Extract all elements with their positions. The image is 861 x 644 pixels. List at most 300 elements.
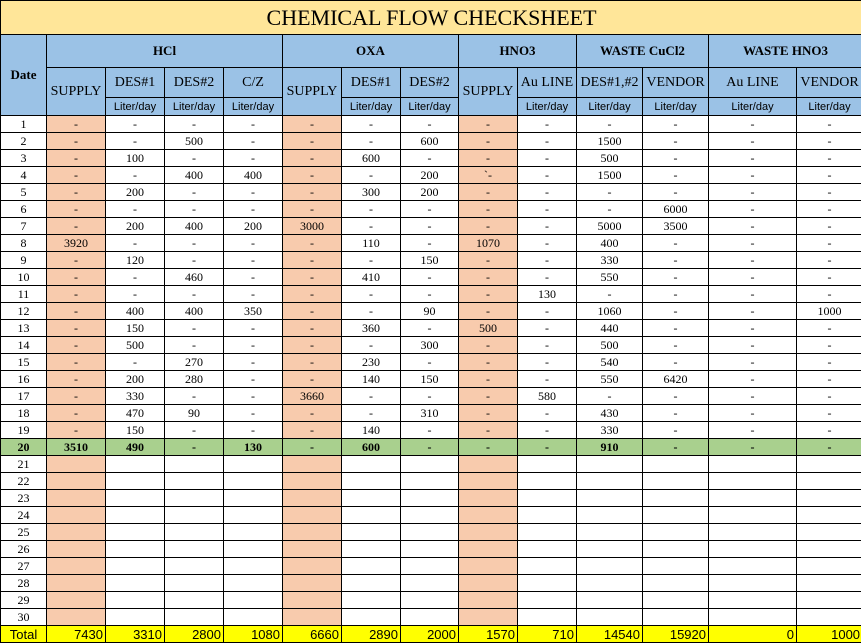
value-cell: - xyxy=(709,167,797,184)
value-cell: - xyxy=(47,286,106,303)
value-cell xyxy=(401,541,459,558)
value-cell: - xyxy=(797,286,861,303)
value-cell: 200 xyxy=(224,218,283,235)
value-cell: 500 xyxy=(459,320,518,337)
value-cell: - xyxy=(797,150,861,167)
value-cell: - xyxy=(47,167,106,184)
value-cell xyxy=(283,456,342,473)
value-cell: 130 xyxy=(518,286,577,303)
value-cell: - xyxy=(518,167,577,184)
value-cell: 3000 xyxy=(283,218,342,235)
value-cell xyxy=(283,592,342,609)
unit-label: Liter/day xyxy=(577,98,643,116)
value-cell: - xyxy=(283,371,342,388)
value-cell xyxy=(165,592,224,609)
value-cell: - xyxy=(459,388,518,405)
group-header: HNO3 xyxy=(459,35,577,68)
value-cell xyxy=(106,541,165,558)
value-cell xyxy=(577,524,643,541)
table-row xyxy=(1,337,861,354)
unit-label: Liter/day xyxy=(165,98,224,116)
value-cell xyxy=(709,541,797,558)
value-cell: - xyxy=(518,235,577,252)
value-cell: 130 xyxy=(224,439,283,456)
date-cell: 13 xyxy=(1,320,47,337)
value-cell: - xyxy=(709,371,797,388)
value-cell xyxy=(709,507,797,524)
value-cell: - xyxy=(342,405,401,422)
value-cell: - xyxy=(709,439,797,456)
value-cell: - xyxy=(797,422,861,439)
value-cell xyxy=(518,524,577,541)
value-cell: 430 xyxy=(577,405,643,422)
value-cell: - xyxy=(224,320,283,337)
value-cell: - xyxy=(283,439,342,456)
total-cell: 6660 xyxy=(283,626,342,643)
value-cell xyxy=(224,592,283,609)
value-cell xyxy=(106,592,165,609)
date-cell: 4 xyxy=(1,167,47,184)
value-cell: 270 xyxy=(165,354,224,371)
value-cell xyxy=(797,490,861,507)
value-cell: - xyxy=(224,286,283,303)
value-cell: - xyxy=(459,201,518,218)
value-cell: - xyxy=(643,422,709,439)
value-cell: - xyxy=(518,269,577,286)
value-cell: 910 xyxy=(577,439,643,456)
value-cell xyxy=(342,541,401,558)
unit-label: Liter/day xyxy=(401,98,459,116)
column-header: DES#2 xyxy=(165,68,224,98)
date-cell: 30 xyxy=(1,609,47,626)
value-cell: - xyxy=(643,303,709,320)
value-cell xyxy=(283,575,342,592)
value-cell: 410 xyxy=(342,269,401,286)
value-cell: - xyxy=(165,252,224,269)
value-cell: - xyxy=(283,201,342,218)
table-row xyxy=(1,218,861,235)
value-cell: 100 xyxy=(106,150,165,167)
value-cell: - xyxy=(709,252,797,269)
value-cell: - xyxy=(797,167,861,184)
date-cell: 26 xyxy=(1,541,47,558)
table-row xyxy=(1,286,861,303)
value-cell: - xyxy=(797,388,861,405)
date-cell: 17 xyxy=(1,388,47,405)
value-cell: 200 xyxy=(401,167,459,184)
value-cell: - xyxy=(401,269,459,286)
value-cell: - xyxy=(165,388,224,405)
date-cell: 29 xyxy=(1,592,47,609)
table-row xyxy=(1,490,861,507)
value-cell: - xyxy=(224,116,283,133)
unit-label: Liter/day xyxy=(709,98,797,116)
value-cell: - xyxy=(224,422,283,439)
value-cell: - xyxy=(165,337,224,354)
value-cell: - xyxy=(106,167,165,184)
value-cell: - xyxy=(459,371,518,388)
value-cell xyxy=(224,456,283,473)
value-cell: - xyxy=(518,303,577,320)
value-cell xyxy=(47,592,106,609)
date-cell: 3 xyxy=(1,150,47,167)
table-row xyxy=(1,320,861,337)
value-cell: 280 xyxy=(165,371,224,388)
column-header-supply: SUPPLY xyxy=(459,68,518,116)
value-cell xyxy=(577,541,643,558)
column-header: Au LINE xyxy=(709,68,797,98)
date-cell: 11 xyxy=(1,286,47,303)
value-cell: 3500 xyxy=(643,218,709,235)
value-cell: - xyxy=(643,388,709,405)
value-cell: 400 xyxy=(577,235,643,252)
sheet-title: CHEMICAL FLOW CHECKSHEET xyxy=(1,1,861,35)
value-cell xyxy=(165,558,224,575)
date-cell: 5 xyxy=(1,184,47,201)
value-cell: - xyxy=(709,201,797,218)
value-cell xyxy=(165,490,224,507)
table-row xyxy=(1,201,861,218)
value-cell xyxy=(106,456,165,473)
value-cell xyxy=(459,507,518,524)
value-cell: - xyxy=(518,252,577,269)
value-cell: - xyxy=(283,269,342,286)
value-cell: - xyxy=(709,303,797,320)
value-cell: - xyxy=(459,405,518,422)
value-cell: 90 xyxy=(401,303,459,320)
value-cell: 350 xyxy=(224,303,283,320)
value-cell xyxy=(577,609,643,626)
value-cell: - xyxy=(47,422,106,439)
value-cell: 300 xyxy=(342,184,401,201)
value-cell xyxy=(518,575,577,592)
value-cell xyxy=(342,592,401,609)
value-cell: - xyxy=(106,133,165,150)
value-cell: - xyxy=(643,320,709,337)
value-cell: - xyxy=(47,303,106,320)
value-cell: - xyxy=(797,116,861,133)
value-cell: - xyxy=(577,286,643,303)
value-cell xyxy=(518,456,577,473)
value-cell: - xyxy=(283,354,342,371)
total-row xyxy=(1,626,861,643)
value-cell xyxy=(47,456,106,473)
value-cell: 400 xyxy=(224,167,283,184)
value-cell: - xyxy=(47,269,106,286)
value-cell: - xyxy=(47,388,106,405)
value-cell xyxy=(709,558,797,575)
value-cell: - xyxy=(459,269,518,286)
total-cell: 14540 xyxy=(577,626,643,643)
value-cell xyxy=(459,592,518,609)
value-cell: - xyxy=(797,235,861,252)
date-cell: 28 xyxy=(1,575,47,592)
value-cell: - xyxy=(709,235,797,252)
value-cell: 3920 xyxy=(47,235,106,252)
value-cell xyxy=(518,541,577,558)
value-cell: - xyxy=(224,150,283,167)
total-cell: 7430 xyxy=(47,626,106,643)
total-cell: 2890 xyxy=(342,626,401,643)
value-cell xyxy=(643,592,709,609)
value-cell: - xyxy=(518,337,577,354)
value-cell xyxy=(459,473,518,490)
date-cell: 14 xyxy=(1,337,47,354)
value-cell xyxy=(47,507,106,524)
value-cell xyxy=(643,609,709,626)
table-row xyxy=(1,184,861,201)
value-cell xyxy=(797,456,861,473)
value-cell xyxy=(224,507,283,524)
value-cell: - xyxy=(47,252,106,269)
date-cell: 10 xyxy=(1,269,47,286)
value-cell: - xyxy=(106,286,165,303)
value-cell: - xyxy=(709,150,797,167)
value-cell: 600 xyxy=(401,133,459,150)
total-cell: 710 xyxy=(518,626,577,643)
value-cell: - xyxy=(577,116,643,133)
date-cell: 21 xyxy=(1,456,47,473)
value-cell xyxy=(106,609,165,626)
value-cell: 150 xyxy=(106,422,165,439)
value-cell: - xyxy=(342,303,401,320)
value-cell xyxy=(709,609,797,626)
value-cell xyxy=(643,507,709,524)
value-cell: - xyxy=(401,286,459,303)
value-cell xyxy=(165,609,224,626)
value-cell xyxy=(283,541,342,558)
date-cell: 12 xyxy=(1,303,47,320)
value-cell xyxy=(224,575,283,592)
total-label: Total xyxy=(1,626,47,643)
total-cell: 15920 xyxy=(643,626,709,643)
value-cell: - xyxy=(165,439,224,456)
value-cell xyxy=(643,473,709,490)
value-cell: - xyxy=(224,252,283,269)
value-cell: - xyxy=(709,218,797,235)
date-cell: 9 xyxy=(1,252,47,269)
value-cell xyxy=(224,558,283,575)
value-cell xyxy=(459,558,518,575)
value-cell: - xyxy=(709,320,797,337)
value-cell: - xyxy=(459,218,518,235)
value-cell: - xyxy=(342,167,401,184)
value-cell xyxy=(577,490,643,507)
value-cell: - xyxy=(518,201,577,218)
value-cell: - xyxy=(577,184,643,201)
value-cell: - xyxy=(224,184,283,201)
value-cell xyxy=(797,507,861,524)
value-cell: - xyxy=(165,201,224,218)
value-cell: 500 xyxy=(106,337,165,354)
value-cell: - xyxy=(283,116,342,133)
value-cell xyxy=(165,575,224,592)
value-cell: - xyxy=(643,150,709,167)
value-cell: - xyxy=(518,184,577,201)
value-cell: - xyxy=(47,218,106,235)
value-cell: - xyxy=(459,422,518,439)
total-cell: 0 xyxy=(709,626,797,643)
value-cell: - xyxy=(797,218,861,235)
value-cell xyxy=(224,490,283,507)
value-cell: - xyxy=(797,337,861,354)
value-cell xyxy=(643,558,709,575)
table-row xyxy=(1,575,861,592)
value-cell: - xyxy=(709,133,797,150)
value-cell xyxy=(224,473,283,490)
value-cell: - xyxy=(643,252,709,269)
value-cell: 6420 xyxy=(643,371,709,388)
value-cell xyxy=(459,609,518,626)
value-cell: - xyxy=(709,116,797,133)
value-cell: - xyxy=(283,286,342,303)
value-cell xyxy=(401,456,459,473)
value-cell: 330 xyxy=(577,252,643,269)
value-cell: - xyxy=(401,218,459,235)
value-cell: - xyxy=(518,371,577,388)
value-cell: - xyxy=(459,354,518,371)
column-header: DES#1 xyxy=(106,68,165,98)
value-cell xyxy=(47,490,106,507)
value-cell xyxy=(459,575,518,592)
value-cell xyxy=(709,592,797,609)
unit-row xyxy=(1,98,861,116)
value-cell: 110 xyxy=(342,235,401,252)
value-cell xyxy=(165,524,224,541)
value-cell: - xyxy=(283,337,342,354)
value-cell: - xyxy=(401,439,459,456)
value-cell: - xyxy=(459,286,518,303)
value-cell: - xyxy=(283,167,342,184)
unit-label: Liter/day xyxy=(643,98,709,116)
value-cell: - xyxy=(518,150,577,167)
date-cell: 24 xyxy=(1,507,47,524)
value-cell: - xyxy=(165,184,224,201)
value-cell xyxy=(459,524,518,541)
value-cell: - xyxy=(709,286,797,303)
value-cell: 600 xyxy=(342,439,401,456)
date-cell: 1 xyxy=(1,116,47,133)
value-cell: - xyxy=(401,150,459,167)
value-cell: - xyxy=(518,439,577,456)
value-cell: - xyxy=(165,150,224,167)
value-cell: - xyxy=(459,439,518,456)
column-header: VENDOR xyxy=(797,68,861,98)
value-cell: - xyxy=(401,116,459,133)
table-row xyxy=(1,558,861,575)
value-cell: - xyxy=(47,201,106,218)
value-cell: - xyxy=(709,354,797,371)
column-header: C/Z xyxy=(224,68,283,98)
column-header: VENDOR xyxy=(643,68,709,98)
value-cell xyxy=(577,507,643,524)
table-row xyxy=(1,269,861,286)
value-cell: - xyxy=(224,269,283,286)
date-cell: 18 xyxy=(1,405,47,422)
value-cell: 230 xyxy=(342,354,401,371)
value-cell xyxy=(643,541,709,558)
value-cell: - xyxy=(643,439,709,456)
date-cell: 25 xyxy=(1,524,47,541)
value-cell xyxy=(401,609,459,626)
value-cell: - xyxy=(47,320,106,337)
value-cell: - xyxy=(459,116,518,133)
table-row xyxy=(1,388,861,405)
value-cell xyxy=(342,524,401,541)
value-cell xyxy=(47,541,106,558)
value-cell: 1500 xyxy=(577,167,643,184)
value-cell: - xyxy=(47,184,106,201)
table-row xyxy=(1,150,861,167)
table-row xyxy=(1,524,861,541)
value-cell: - xyxy=(283,320,342,337)
value-cell: - xyxy=(165,422,224,439)
value-cell xyxy=(401,558,459,575)
value-cell xyxy=(643,490,709,507)
value-cell: - xyxy=(106,269,165,286)
value-cell xyxy=(165,507,224,524)
value-cell xyxy=(106,558,165,575)
group-header: WASTE CuCl2 xyxy=(577,35,709,68)
value-cell: - xyxy=(106,116,165,133)
value-cell: - xyxy=(224,388,283,405)
value-cell: - xyxy=(643,133,709,150)
value-cell xyxy=(459,490,518,507)
value-cell: 5000 xyxy=(577,218,643,235)
value-cell: - xyxy=(643,184,709,201)
value-cell xyxy=(797,541,861,558)
value-cell xyxy=(797,609,861,626)
value-cell xyxy=(342,456,401,473)
value-cell: - xyxy=(224,337,283,354)
value-cell: - xyxy=(165,320,224,337)
total-cell: 2800 xyxy=(165,626,224,643)
value-cell: - xyxy=(518,405,577,422)
value-cell xyxy=(342,575,401,592)
value-cell: - xyxy=(643,354,709,371)
value-cell xyxy=(401,490,459,507)
value-cell: - xyxy=(342,133,401,150)
value-cell xyxy=(518,558,577,575)
value-cell: 90 xyxy=(165,405,224,422)
value-cell: 440 xyxy=(577,320,643,337)
value-cell xyxy=(342,473,401,490)
value-cell: - xyxy=(47,405,106,422)
value-cell: 1000 xyxy=(797,303,861,320)
value-cell xyxy=(518,473,577,490)
value-cell: - xyxy=(342,218,401,235)
date-cell: 27 xyxy=(1,558,47,575)
date-cell: 23 xyxy=(1,490,47,507)
date-cell: 2 xyxy=(1,133,47,150)
table-row xyxy=(1,439,861,456)
value-cell: - xyxy=(224,354,283,371)
table-row xyxy=(1,507,861,524)
value-cell: - xyxy=(797,320,861,337)
total-cell: 1000 xyxy=(797,626,861,643)
value-cell: - xyxy=(643,116,709,133)
value-cell: - xyxy=(283,422,342,439)
value-cell xyxy=(224,541,283,558)
value-cell xyxy=(283,490,342,507)
table-row xyxy=(1,167,861,184)
table-row xyxy=(1,371,861,388)
value-cell: 550 xyxy=(577,269,643,286)
date-cell: 7 xyxy=(1,218,47,235)
value-cell xyxy=(797,592,861,609)
value-cell xyxy=(283,524,342,541)
value-cell xyxy=(577,575,643,592)
